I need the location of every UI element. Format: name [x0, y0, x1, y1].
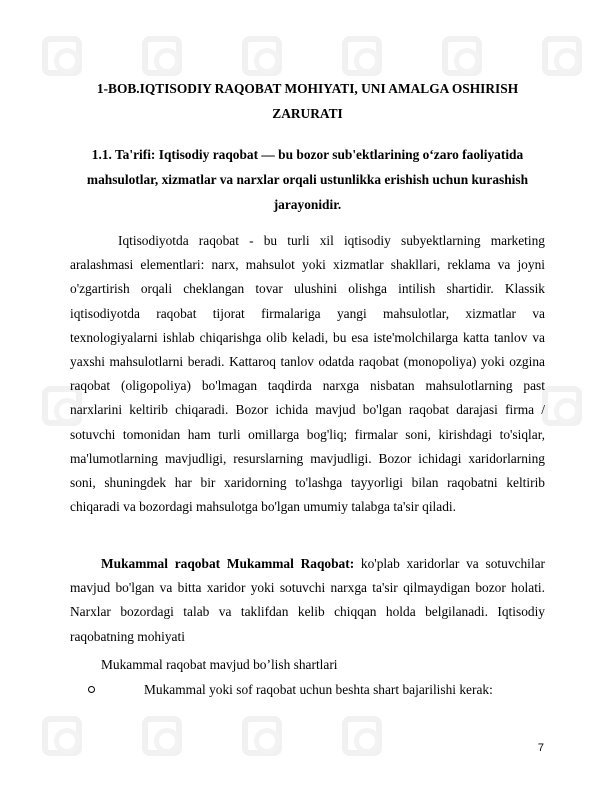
watermark-icon: [142, 36, 182, 76]
watermark-icon: [42, 716, 82, 756]
watermark-icon: [442, 36, 482, 76]
body-paragraph: Iqtisodiyotda raqobat - bu turli xil iqtisodiy subyektlarning marketing aralashmasi elementlari: narx, mahsulot yoki xizmatlar shakllari, reklama va joyni o'zgartirish orqali cheklangan tovar ulushini olishga intilish shartidir. Klassik iqtisodiyotda raqobat tijorat firmalariga yangi mahsulotlar, xizmatlar va texnologiyalarni ishlab chiqarishga olib keladi, bu esa iste'molchilarga katta tanlov va yaxshi mahsulotlarni beradi. Kattaroq tanlov odatda raqobat (monopoliya) yoki ozgina raqobat (oligopoliya) bo'lmagan taqdirda narxga nisbatan mahsulotlarning past narxlarini keltirib chiqaradi. Bozor ichida mavjud bo'lgan raqobat darajasi firma / sotuvchi tomonidan ham turli omillarga bog'liq; firmalar soni, kirishdagi to'siqlar, ma'lumotlarning mavjudligi, resurslarning mavjudligi. Bozor ichidagi xaridorlarning soni, shuningdek har bir xaridorning to'lashga tayyorligi bilan raqobatni keltirib chiqaradi va bozordagi mahsulotga bo'lgan umumiy talabga ta'sir qiladi.: [70, 233, 545, 515]
bullet-circle-icon: [88, 686, 95, 693]
watermark-icon: [542, 386, 582, 426]
watermark-icon: [142, 716, 182, 756]
chapter-title: 1-BOB.IQTISODIY RAQOBAT MOHIYATI, UNI AMALGA OSHIRISH ZARURATI: [96, 81, 519, 121]
watermark-icon: [42, 36, 82, 76]
list-item-text: Mukammal yoki sof raqobat uchun beshta shart bajarilishi kerak:: [144, 682, 493, 697]
page-number: 7: [537, 742, 544, 754]
paragraph-lead: Mukammal raqobat Mukammal Raqobat:: [101, 556, 355, 571]
watermark-icon: [342, 716, 382, 756]
watermark-icon: [542, 36, 582, 76]
watermark-icon: [242, 716, 282, 756]
watermark-icon: [342, 36, 382, 76]
section-title: 1.1. Ta'rifi: Iqtisodiy raqobat — bu bozor sub'ektlarining o‘zaro faoliyatida mahsulotlar, xizmatlar va narxlar orqali ustunlikka erishish uchun kurashish jarayonidir.: [86, 147, 529, 212]
conditions-heading: Mukammal raqobat mavjud bo’lish shartlari: [101, 657, 338, 672]
paragraph-text: ko'plab xaridorlar va sotuvchilar mavjud bo'lgan va bitta xaridor yoki sotuvchi narxga ta'sir qilmaydigan bozor holati. Narxlar bozordagi talab va taklifdan kelib chiqqan holda belgilanadi. Iqtisodiy raqobatning mohiyati: [70, 556, 545, 644]
watermark-icon: [242, 36, 282, 76]
perfect-competition-paragraph: [70, 552, 545, 649]
